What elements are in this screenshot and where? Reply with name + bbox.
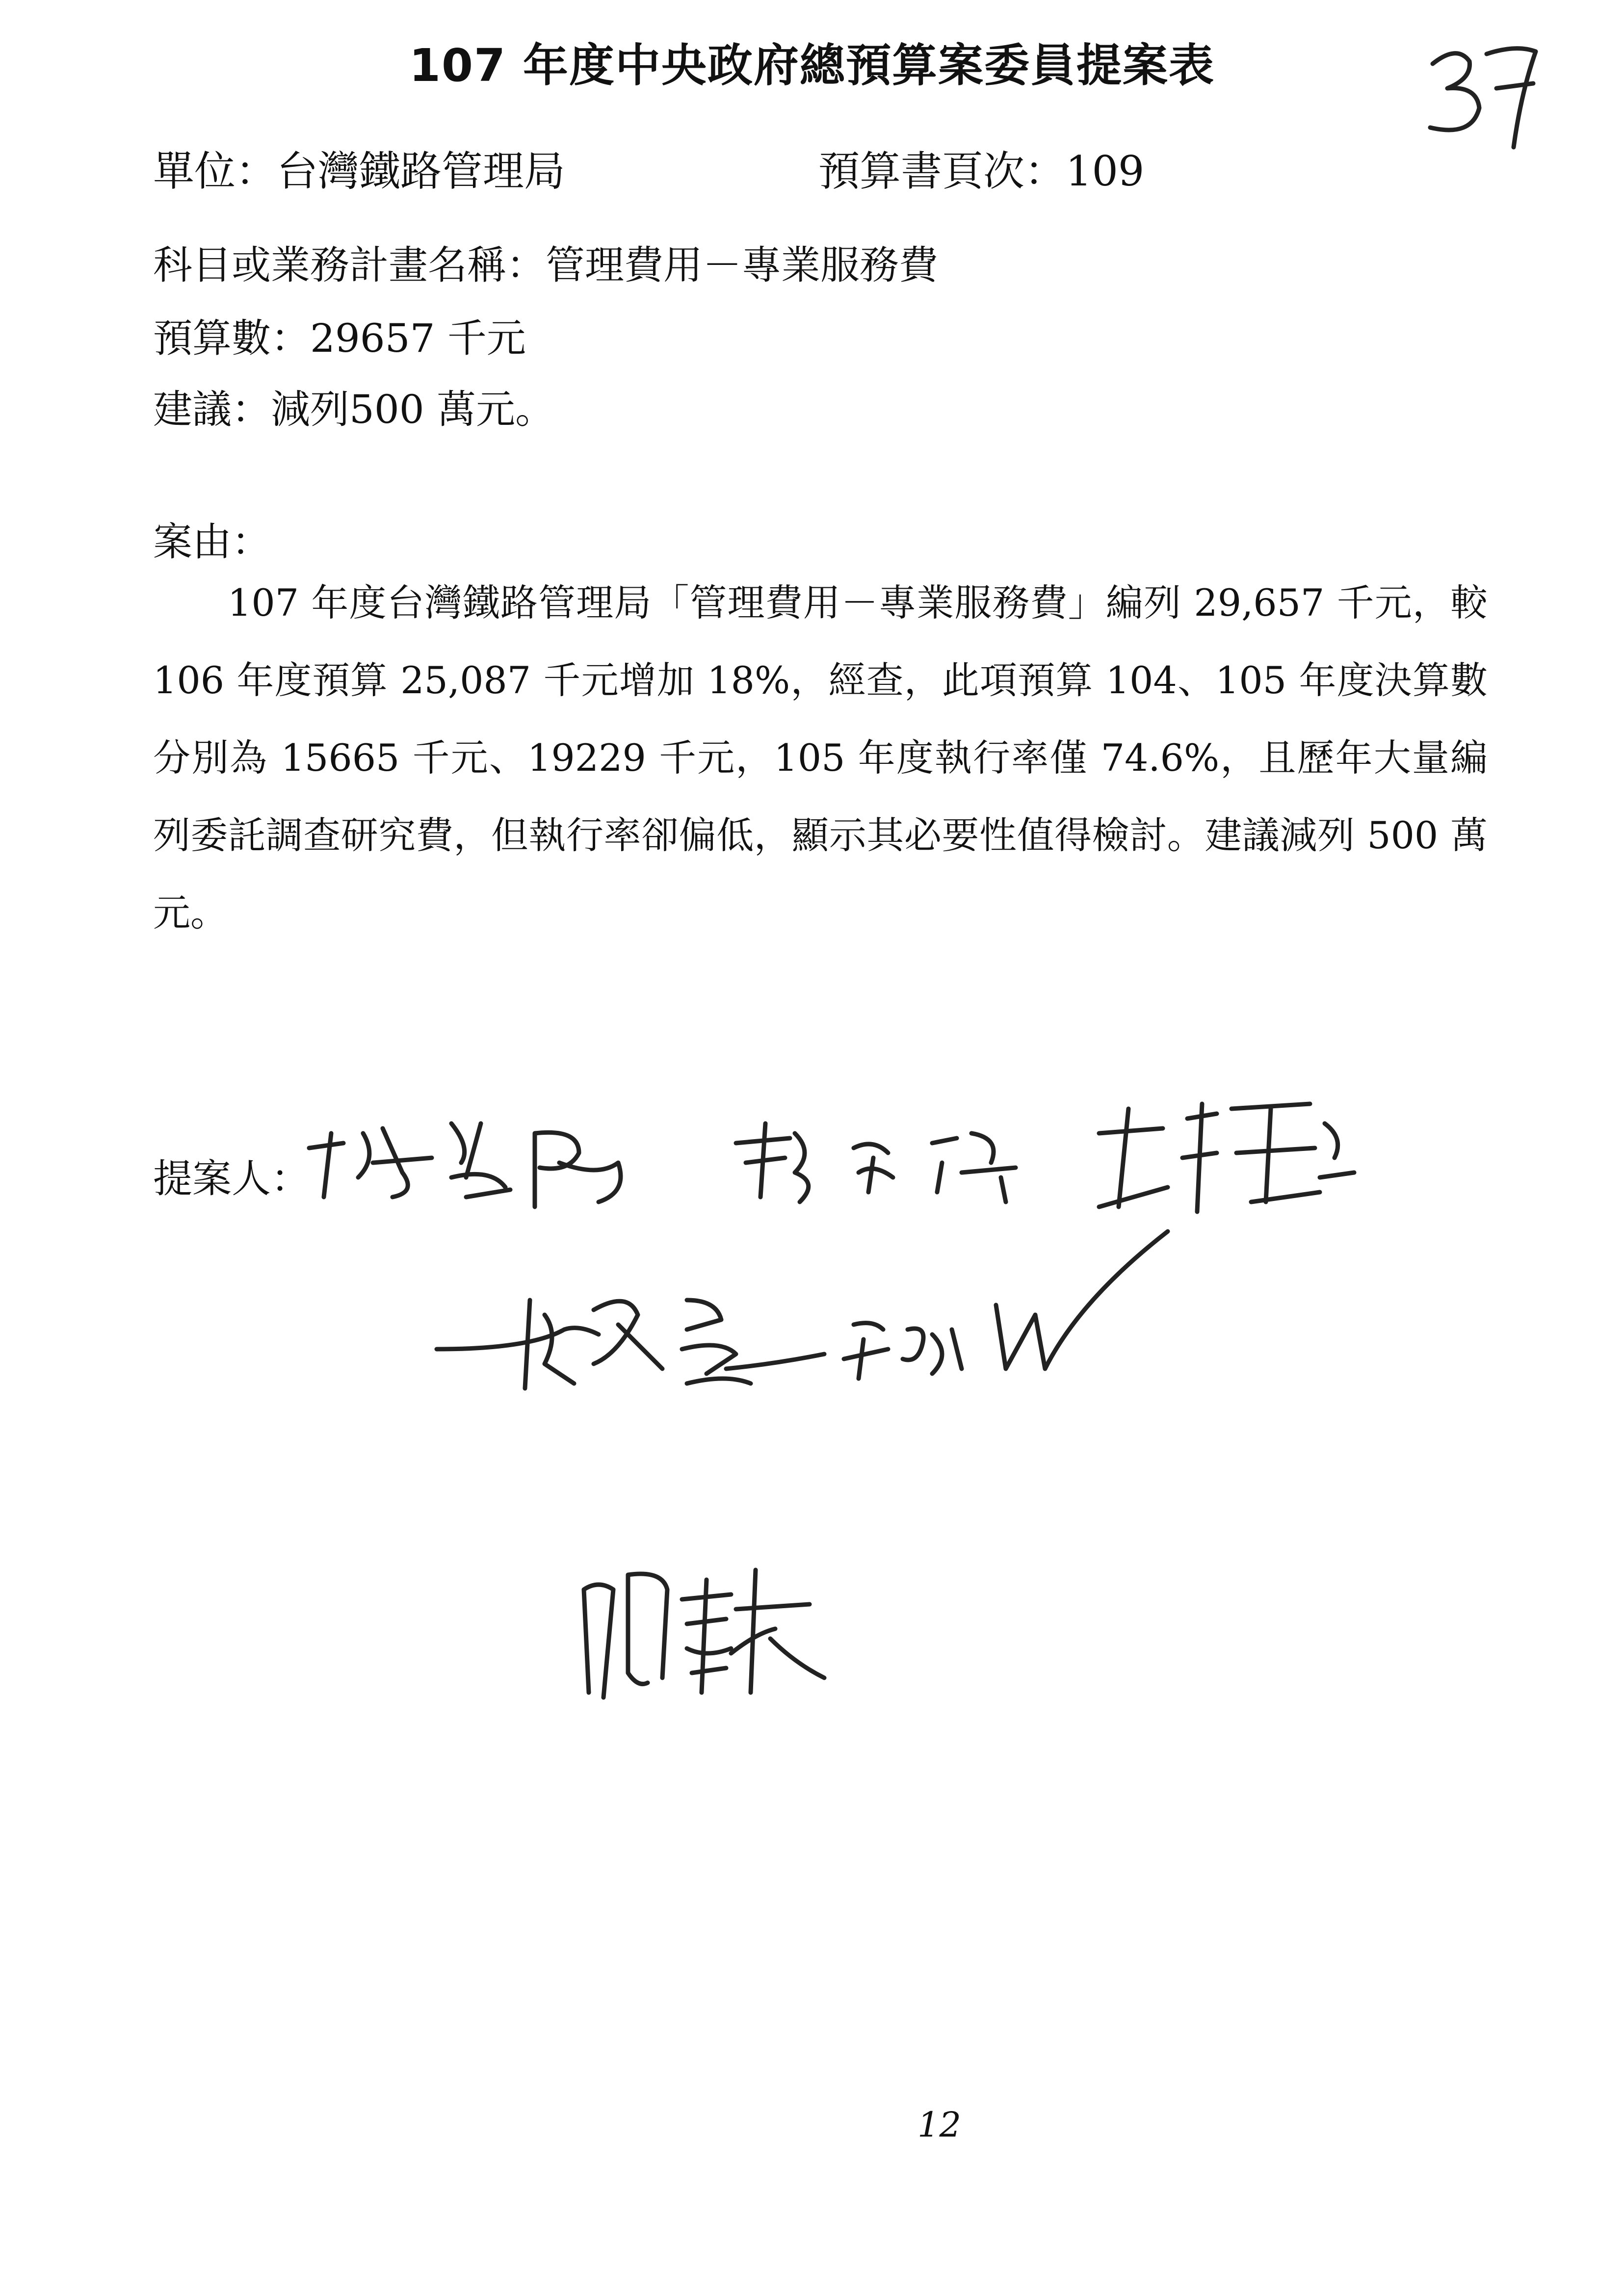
unit-field: 單位：台灣鐵路管理局 [153, 147, 566, 195]
signature-3 [1089, 1079, 1364, 1226]
page-number: 12 [917, 2105, 962, 2145]
proposer-label: 提案人： [153, 1156, 310, 1201]
budget-page-field: 預算書頁次：109 [818, 147, 1145, 195]
document-title: 107 年度中央政府總預算案委員提案表 [409, 39, 1215, 92]
suggestion-suffix: 萬元。 [437, 387, 555, 432]
budget-amount-field: 預算數：29657 千元 [153, 315, 526, 361]
handwritten-page-annotation [1423, 34, 1550, 152]
suggestion-field [153, 378, 554, 434]
reason-label: 案由： [153, 519, 271, 565]
suggestion-prefix: 建議：減列 [153, 387, 349, 432]
signature-4 [432, 1226, 1197, 1403]
signature-1 [304, 1104, 638, 1217]
item-name-field: 科目或業務計畫名稱：管理費用－專業服務費 [153, 242, 938, 288]
reason-paragraph: 107 年度台灣鐵路管理局「管理費用－專業服務費」編列 29,657 千元，較 106 年度預算 25,087 千元增加 18%，經查，此項預算 104、105 年度決算數分別為 15665 千元、19229 千元，105 年度執行率僅 74.6%，且歷年大量編列委託調查研究費，但執行率卻偏低，顯示其必要性值得檢討。建議減列 500 萬元。 [153, 581, 1488, 935]
signature-2 [726, 1104, 1030, 1217]
signature-5 [569, 1560, 834, 1707]
suggestion-amount: 500 [349, 387, 424, 432]
